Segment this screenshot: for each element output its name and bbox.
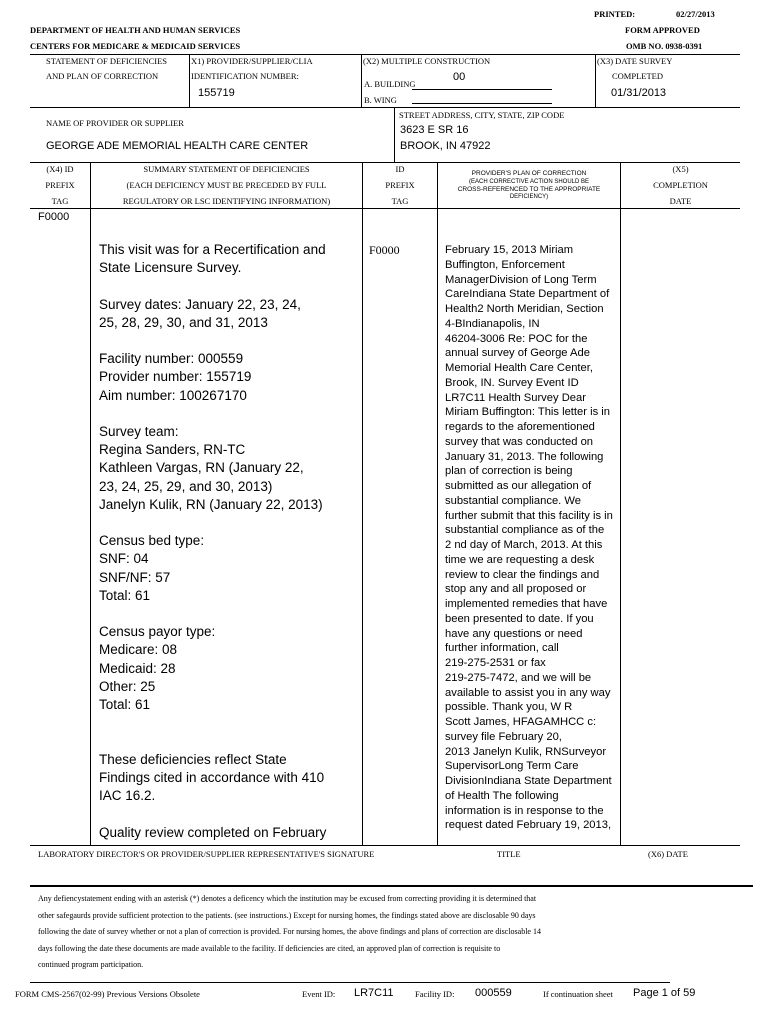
column-divider xyxy=(90,162,91,845)
id-label: ID xyxy=(395,164,405,174)
survey-date-value: 01/31/2013 xyxy=(611,87,667,99)
x6-date-label: (X6) DATE xyxy=(648,849,688,859)
date-label: DATE xyxy=(669,196,692,206)
centers-title: CENTERS FOR MEDICARE & MEDICAID SERVICES xyxy=(30,41,241,51)
right-tag: F0000 xyxy=(369,243,400,257)
provider-name-label: NAME OF PROVIDER OR SUPPLIER xyxy=(46,118,184,128)
x2-label: (X2) MULTIPLE CONSTRUCTION xyxy=(363,56,491,66)
x4-tag-label: TAG xyxy=(51,196,69,206)
director-signature-label: LABORATORY DIRECTOR'S OR PROVIDER/SUPPLIER REPRESENTATIVE'S SIGNATURE xyxy=(38,849,375,859)
completed-label: COMPLETED xyxy=(612,71,663,81)
summary-header: SUMMARY STATEMENT OF DEFICIENCIES xyxy=(143,164,310,174)
x5-label: (X5) xyxy=(672,164,689,174)
summary-subheader: (EACH DEFICIENCY MUST BE PRECEDED BY FULL xyxy=(126,180,327,190)
form-number: FORM CMS-2567(02-99) Previous Versions Obsolete xyxy=(15,989,200,999)
plan-header: PROVIDER'S PLAN OF CORRECTION xyxy=(471,170,587,177)
x1-identification-label: IDENTIFICATION NUMBER: xyxy=(191,71,299,81)
printed-label: PRINTED: xyxy=(594,9,636,19)
id-prefix-label: PREFIX xyxy=(385,180,415,190)
address-line2: BROOK, IN 47922 xyxy=(400,140,491,152)
footnote-text: Any defiencystatement ending with an asterisk (*) denotes a deficency which the institution may be excused from correcting providing it is determined that other safegaurds provide sufficient protection to the patients. (see instructions.) Except for nursing homes, the findings stated above are disclosable 90 days following the date of survey whether or not a plan of correction is provided. For nursing homes, the above findings and plans of correction are disclosable 14 days following the date these documents are made available to the facility. If deficiencies are cited, an approved plan of correction is requisite to continued program participation. xyxy=(38,894,541,969)
plan-subheader-2: CROSS-REFERENCED TO THE APPROPRIATE xyxy=(457,186,601,193)
facility-id-label: Facility ID: xyxy=(415,989,455,999)
x4-id-label: (X4) ID xyxy=(46,164,74,174)
top-box-border xyxy=(30,54,740,55)
address-label: STREET ADDRESS, CITY, STATE, ZIP CODE xyxy=(399,110,565,120)
facility-id-value: 000559 xyxy=(475,987,512,999)
address-line1: 3623 E SR 16 xyxy=(400,124,469,136)
department-title: DEPARTMENT OF HEALTH AND HUMAN SERVICES xyxy=(30,25,241,35)
plan-of-correction-label: AND PLAN OF CORRECTION xyxy=(46,71,159,81)
summary-subheader-2: REGULATORY OR LSC IDENTIFYING INFORMATION) xyxy=(122,196,331,206)
plan-text: February 15, 2013 Miriam Buffington, Enforcement ManagerDivision of Long Term CareIndiana State Department of Health2 North Meridian, Section 4-BIndianapolis, IN 46204-3006 Re: POC for the annual survey of George Ade Memorial Health Care Center, Brook, IN. Survey Event ID LR7C11 Health Survey Dear Miriam Buffington: This letter is in regards to the aforementioned survey that was conducted on January 31, 2013. The following plan of correction is being submitted as our allegation of substantial compliance. We further submit that this facility is in substantial compliance as of the 2 nd day of March, 2013. At this time we are requesting a desk review to clear the findings and stop any and all proposed or implemented remedies that have been presented to date. If you have any questions or need further information, call 219-275-2531 or fax 219-275-7472, and we will be available to assist you in any way possible. Thank you, W R Scott James, HFAGAMHCC c: survey file February 20, 2013 Janelyn Kulik, RNSurveyor SupervisorLong Term Care DivisionIndiana State Department of Health The following information is in response to the request dated February 19, 2013, xyxy=(445,244,613,832)
form-approved: FORM APPROVED xyxy=(625,25,700,35)
completion-label: COMPLETION xyxy=(653,180,708,190)
statement-label: STATEMENT OF DEFICIENCIES xyxy=(46,56,168,66)
building-label: A. BUILDING xyxy=(364,79,416,89)
building-value: 00 xyxy=(453,71,466,83)
printed-date: 02/27/2013 xyxy=(676,9,715,19)
summary-text: This visit was for a Recertification and State Licensure Survey. Survey dates: January 22, 23, 24, 25, 28, 29, 30, and 31, 2013 Facility number: 000559 Provider number: 155719 Aim number: 100267170 Survey team: Regina Sanders, RN-TC Kathleen Vargas, RN (January 22, 23, 24, 25, 29, and 30, 2013) Janelyn Kulik, RN (January 22, 2013) Census bed type: SNF: 04 SNF/NF: 57 Total: 61 Census payor type: Medicare: 08 Medicaid: 28 Other: 25 Total: 61 These deficiencies reflect State Findings cited in accordance with 410 IAC 16.2. Quality review completed on February xyxy=(99,242,327,840)
event-id-value: LR7C11 xyxy=(354,987,394,999)
left-tag: F0000 xyxy=(38,211,70,223)
x3-label: (X3) DATE SURVEY xyxy=(597,56,673,66)
id-tag-label: TAG xyxy=(391,196,409,206)
x4-prefix-label: PREFIX xyxy=(45,180,75,190)
continuation-label: If continuation sheet xyxy=(543,989,613,999)
plan-subheader-3: DEFICIENCY) xyxy=(509,194,549,200)
provider-number-value: 155719 xyxy=(198,87,235,99)
title-label: TITLE xyxy=(497,849,521,859)
provider-name-value: GEORGE ADE MEMORIAL HEALTH CARE CENTER xyxy=(46,140,309,152)
page-number: Page 1 of 59 xyxy=(633,987,696,999)
plan-subheader-1: (EACH CORRECTIVE ACTION SHOULD BE xyxy=(468,179,590,185)
omb-number: OMB NO. 0938-0391 xyxy=(626,41,703,51)
x1-label: X1) PROVIDER/SUPPLIER/CLIA xyxy=(191,56,313,66)
wing-label: B. WING xyxy=(364,95,397,105)
event-id-label: Event ID: xyxy=(302,989,336,999)
